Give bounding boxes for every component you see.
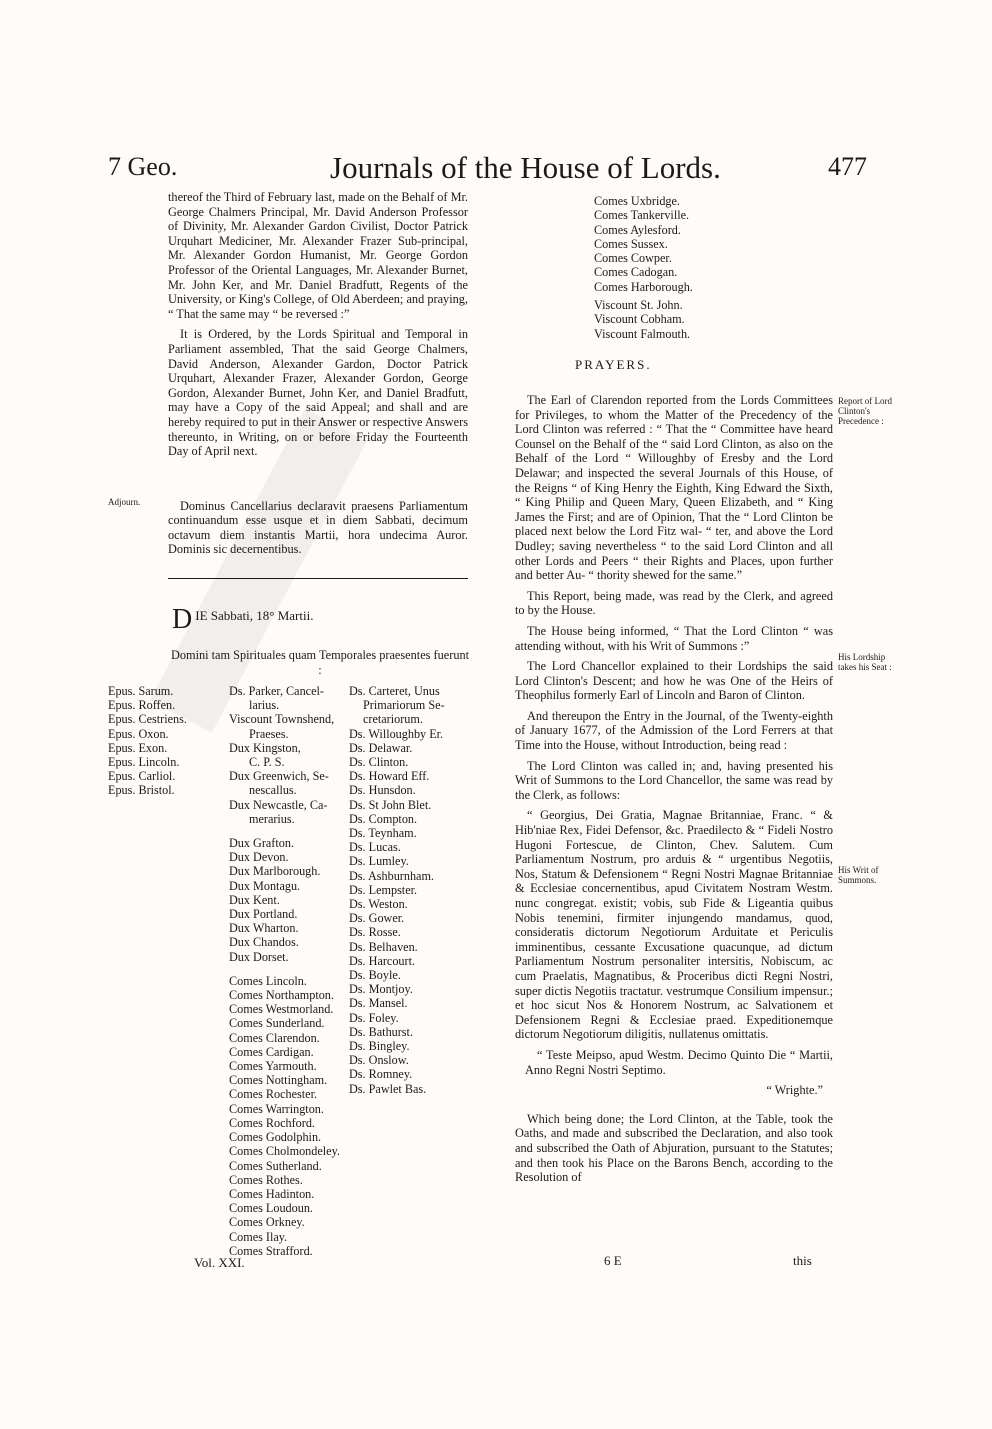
list-item: Comes Nottingham. <box>229 1073 328 1088</box>
list-item: Dux Wharton. <box>229 921 299 936</box>
list-item: larius. <box>249 698 280 713</box>
barons-list <box>349 684 445 1096</box>
list-item: Comes Cardigan. <box>229 1044 314 1059</box>
adjournment-paragraph: Dominus Cancellarius declaravit praesens Parliamentum continuandum esse usque et in diem Sabbati, decimum octavum diem instantis Martii, hora undecima Auror. Dominis sic decernentibus. <box>168 498 468 557</box>
margin-note-writ: His Writ of Summons. <box>838 865 879 885</box>
list-item: Ds. Romney. <box>349 1067 413 1082</box>
list-item: Ds. Bathurst. <box>349 1024 413 1039</box>
list-item: Dux Montagu. <box>229 878 301 893</box>
list-item: Ds. Mansel. <box>349 996 408 1011</box>
appeal-paragraph: thereof the Third of February last, made on the Behalf of Mr. George Chalmers Principal, Mr. David Anderson Professor of Divinity, Mr. Alexander Gardon Civilist, Doctor Patrick Urquhart Mediciner, Mr. Alexander Frazer Sub-principal, Mr. Alexander Gordon Humanist, Mr. George Gordon Professor of the Oriental Languages, Mr. Alexander Burnet, Mr. John Ker, and Mr. Daniel Bradfutt, Regents of the University, or King's College, of Old Aberdeen; and praying, “ That the same may “ be reversed :” <box>168 190 468 321</box>
list-item: Comes Sussex. <box>594 236 668 251</box>
list-item: Dux Kent. <box>229 892 280 907</box>
running-title: Journals of the House of Lords. <box>330 150 721 185</box>
officers-dukes-earls-list <box>229 684 340 1258</box>
day-heading <box>172 604 313 636</box>
list-item: Comes Westmorland. <box>229 1002 334 1017</box>
list-item: Ds. St John Blet. <box>349 797 432 812</box>
list-item: Epus. Carliol. <box>108 769 176 784</box>
list-item: Comes Yarmouth. <box>229 1059 317 1074</box>
list-item: Ds. Willoughby Er. <box>349 726 444 741</box>
list-item: Epus. Bristol. <box>108 783 175 798</box>
margin-note-seat: His Lordship takes his Seat : <box>838 652 892 672</box>
list-item: Comes Strafford. <box>229 1243 313 1258</box>
list-item: Comes Warrington. <box>229 1101 324 1116</box>
list-item: Ds. Boyle. <box>349 968 401 983</box>
list-item: Comes Sunderland. <box>229 1016 325 1031</box>
catchword: this <box>793 1253 812 1268</box>
list-item: Ds. Onslow. <box>349 1053 409 1068</box>
list-item: Ds. Lumley. <box>349 854 409 869</box>
list-item: Dux Newcastle, Ca- <box>229 797 328 812</box>
teste-paragraph: “ Teste Meipso, apud Westm. Decimo Quinto Die “ Martii, Anno Regni Nostri Septimo. <box>525 1047 833 1077</box>
attending-paragraph: The House being informed, “ That the Lord Clinton “ was attending without, with his Writ of Summons :” <box>515 623 833 653</box>
entry-paragraph: And thereupon the Entry in the Journal, of the Twenty-eighth of January 1677, of the Admission of the Lord Ferrers at that Time into the House, without Introduction, being read : <box>515 708 833 753</box>
right-attendance-list <box>594 194 693 341</box>
list-item: Dux Greenwich, Se- <box>229 769 329 784</box>
oaths-paragraph: Which being done; the Lord Clinton, at the Table, took the Oaths, and made and subscribed the Declaration, and also took and subscribed the Oath of Abjuration, pursuant to the Statutes; and then took his Place on the Barons Bench, according to the Resolution of <box>515 1111 833 1185</box>
list-item: Comes Aylesford. <box>594 222 681 237</box>
list-item: Ds. Harcourt. <box>349 953 415 968</box>
list-item: Ds. Pawlet Bas. <box>349 1081 427 1096</box>
writ-signatory: “ Wrighte.” <box>766 1083 823 1098</box>
list-item: Ds. Montjoy. <box>349 982 413 997</box>
list-item: Ds. Lempster. <box>349 882 418 897</box>
called-in-paragraph: The Lord Clinton was called in; and, having presented his Writ of Summons to the Lord Chancellor, the same was read by the Clerk, as follows: <box>515 758 833 802</box>
list-item: Ds. Ashburnham. <box>349 868 434 883</box>
list-item: Comes Rothes. <box>229 1172 303 1187</box>
list-item: Dux Dorset. <box>229 949 289 964</box>
list-item: Praeses. <box>249 726 289 741</box>
list-item: Dux Kingston, <box>229 740 301 755</box>
list-item: Ds. Belhaven. <box>349 939 418 954</box>
list-item: Epus. Sarum. <box>108 684 174 698</box>
regnal-year: 7 Geo. <box>108 152 178 181</box>
list-item: Comes Harborough. <box>594 279 693 294</box>
page-number: 477 <box>828 152 867 181</box>
list-item: Epus. Oxon. <box>108 726 169 741</box>
signature-mark: 6 E <box>604 1253 622 1268</box>
list-item: Viscount Townshend, <box>229 712 335 727</box>
list-item: Ds. Bingley. <box>349 1039 410 1054</box>
list-item: Comes Rochester. <box>229 1087 318 1102</box>
list-item: Comes Godolphin. <box>229 1130 322 1145</box>
list-item: Ds. Teynham. <box>349 826 417 841</box>
order-paragraph: It is Ordered, by the Lords Spiritual and Temporal in Parliament assembled, That the said George Chalmers, David Anderson, Alexander Gardon, Doctor Patrick Urquhart, Alexander Frazer, Alexander Gordon, George Gordon, Alexander Burnet, John Ker, and Daniel Bradfutt, may have a Copy of the said Appeal; and shall and are hereby required to put in their Answer or respective Answers thereunto, in Writing, on or before Friday the Fourteenth Day of April next. <box>168 327 468 459</box>
list-item: Comes Sutherland. <box>229 1158 322 1173</box>
list-item: Ds. Clinton. <box>349 755 409 770</box>
report-read-paragraph: This Report, being made, was read by the Clerk, and agreed to by the House. <box>515 588 833 618</box>
page-header <box>0 152 992 192</box>
list-item: Comes Cholmondeley. <box>229 1144 340 1159</box>
list-item: Viscount Falmouth. <box>594 326 691 341</box>
list-item: Ds. Gower. <box>349 911 405 926</box>
list-item: Comes Rochford. <box>229 1115 315 1130</box>
drop-cap: D <box>172 604 193 635</box>
list-item: Comes Northampton. <box>229 988 334 1003</box>
list-item: Epus. Lincoln. <box>108 755 180 770</box>
list-item: Epus. Roffen. <box>108 698 176 713</box>
volume-label: Vol. XXI. <box>194 1255 245 1270</box>
list-item: Ds. Parker, Cancel- <box>229 684 324 698</box>
list-item: Epus. Cestriens. <box>108 712 187 727</box>
prayers-heading: PRAYERS. <box>575 357 652 372</box>
list-item: Ds. Weston. <box>349 897 408 912</box>
list-item: Epus. Exon. <box>108 740 168 755</box>
list-item: Comes Cowper. <box>594 251 672 266</box>
list-item: cretariorum. <box>363 712 423 727</box>
bishops-list <box>108 684 187 798</box>
list-item: Dux Grafton. <box>229 836 294 851</box>
descent-paragraph: The Lord Chancellor explained to their Lordships the said Lord Clinton's Descent; and how he was One of the Heirs of Theophilus formerly Earl of Lincoln and Baron of Clinton. <box>515 659 833 703</box>
list-item: Comes Tankerville. <box>594 208 690 223</box>
list-item: Comes Ilay. <box>229 1229 288 1244</box>
list-item: merarius. <box>249 811 295 826</box>
list-item: Comes Clarendon. <box>229 1030 320 1045</box>
list-item: Dux Chandos. <box>229 935 299 950</box>
list-item: Comes Lincoln. <box>229 973 307 988</box>
list-item: Dux Portland. <box>229 907 298 922</box>
report-paragraph: The Earl of Clarendon reported from the Lords Committees for Privileges, to whom the Matter of the Precedency of the Lord Clinton was referred : “ That the “ Committee have heard Counsel on the Behalf of the “ said Lord Clinton, as also on the Behalf of the Lord “ Willoughby of Eresby and the Lord Delawar; and inspected the several Journals of this House, of the Reigns “ of King Henry the Eighth, King Edward the Sixth, “ King Philip and Queen Mary, Queen Elizabeth, and “ King James the First; and are of Opinion, That the “ Lord Clinton be placed next below the Lord Fitz wal- “ ter, and above the Lord Dudley; saving nevertheless “ to the said Lord Clinton and all other Lords and Peers “ their Rights and Places, upon further and better Au- “ thority shewed for the same.” <box>515 393 833 583</box>
list-item: Ds. Delawar. <box>349 740 413 755</box>
attendance-heading: Domini tam Spirituales quam Temporales praesentes fuerunt : <box>170 648 470 677</box>
list-item: Ds. Lucas. <box>349 840 401 855</box>
right-column <box>515 393 833 1191</box>
list-item: Comes Cadogan. <box>594 265 678 280</box>
section-rule <box>168 578 468 579</box>
list-item: Comes Orkney. <box>229 1215 305 1230</box>
list-item: Ds. Foley. <box>349 1010 399 1025</box>
list-item: Primariorum Se- <box>363 698 445 713</box>
list-item: Viscount Cobham. <box>594 312 685 327</box>
list-item: Ds. Carteret, Unus <box>349 684 440 698</box>
list-item: Dux Devon. <box>229 850 289 865</box>
list-item: Comes Loudoun. <box>229 1201 313 1216</box>
list-item: C. P. S. <box>249 755 285 770</box>
left-column <box>168 190 468 563</box>
margin-note-adjourn: Adjourn. <box>108 497 141 507</box>
writ-paragraph: “ Georgius, Dei Gratia, Magnae Britanniae, Franc. “ & Hib'niae Rex, Fidei Defensor, &c. Praedilecto & “ Fideli Nostro Hugoni Fortescue, de Clinton, Chev. Salutem. Cum Parliamentum Nostrum, pro arduis & “ urgentibus Negotiis, Nos, Statum & Defensionem “ Regni Nostri Magnae Britanniae & Ecclesiae concernentibus, apud Civitatem Nostram Westm. nunc congregat. existit; vobis, sub Fide & Ligeantia quibus Nobis tenemini, firmiter injungendo mandamus, quod, consideratis dictorum Negotiorum Arduitate et Periculis imminentibus, cessante Excusatione quacunque, ad dictum Parliamentum Nostrum personaliter intersitis, Nobiscum, ac cum Praelatis, Magnatibus, & Proceribus dicti Regni Nostri, super dictis Negotiis tractatur. vestrumque Consilium impensur.; et hoc sicut Nos & Honorem Nostrum, ac Salvationem et Defensionem Regni & Ecclesiae praed. Expeditionemque dictorum Negotiorum diligitis, nullatenus omittatis. <box>515 808 833 1042</box>
list-item: Comes Uxbridge. <box>594 194 680 208</box>
list-item: Ds. Compton. <box>349 811 418 826</box>
day-heading-text: IE Sabbati, 18° Martii. <box>195 608 314 623</box>
list-item: Ds. Rosse. <box>349 925 401 940</box>
list-item: Ds. Howard Eff. <box>349 769 430 784</box>
list-item: Dux Marlborough. <box>229 864 321 879</box>
list-item: Ds. Hunsdon. <box>349 783 416 798</box>
margin-note-report: Report of Lord Clinton's Precedence : <box>838 396 892 426</box>
list-item: nescallus. <box>249 783 297 798</box>
list-item: Comes Hadinton. <box>229 1186 315 1201</box>
list-item: Viscount St. John. <box>594 298 683 313</box>
